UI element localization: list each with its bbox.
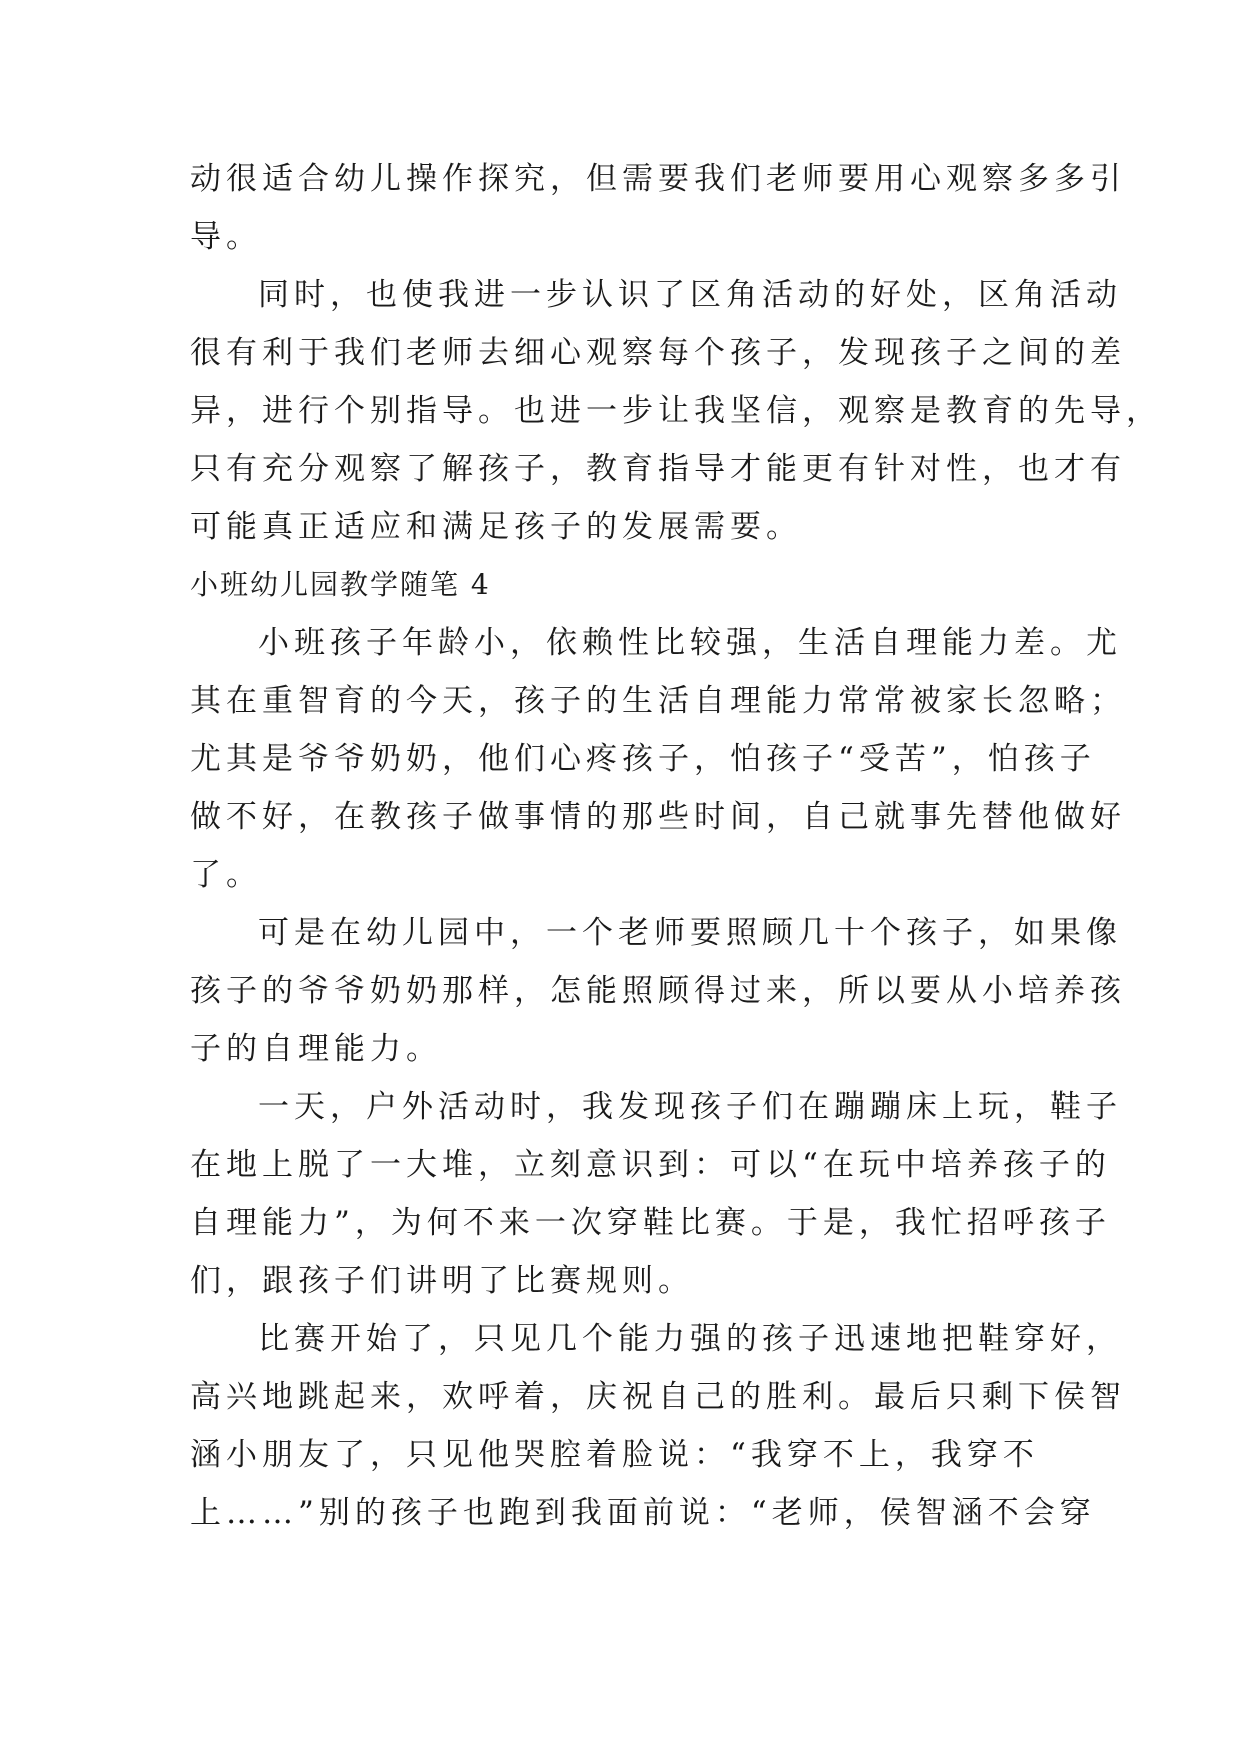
text-line: 动很适合幼儿操作探究，但需要我们老师要用心观察多多引 — [190, 161, 1126, 197]
text-line: 子的自理能力。 — [190, 1031, 442, 1067]
paragraph-start-line: 同时，也使我进一步认识了区角活动的好处，区角活动 — [258, 277, 1122, 313]
document-page — [190, 150, 1162, 1542]
paragraph-start-line: 可是在幼儿园中，一个老师要照顾几十个孩子，如果像 — [258, 915, 1122, 951]
text-line: 了。 — [190, 857, 262, 893]
text-line: 做不好，在教孩子做事情的那些时间，自己就事先替他做好 — [190, 799, 1126, 835]
text-line: 只有充分观察了解孩子，教育指导才能更有针对性，也才有 — [190, 451, 1126, 487]
section-heading: 小班幼儿园教学随笔 4 — [190, 568, 491, 601]
text-line: 孩子的爷爷奶奶那样，怎能照顾得过来，所以要从小培养孩 — [190, 973, 1126, 1009]
text-line: 自理能力”，为何不来一次穿鞋比赛。于是，我忙招呼孩子 — [190, 1205, 1111, 1241]
text-line: 们，跟孩子们讲明了比赛规则。 — [190, 1263, 694, 1299]
text-line: 高兴地跳起来，欢呼着，庆祝自己的胜利。最后只剩下侯智 — [190, 1379, 1126, 1415]
text-line: 可能真正适应和满足孩子的发展需要。 — [190, 509, 802, 545]
paragraph-start-line: 一天，户外活动时，我发现孩子们在蹦蹦床上玩，鞋子 — [258, 1089, 1122, 1125]
text-line: 导。 — [190, 219, 262, 255]
paragraph-start-line: 比赛开始了，只见几个能力强的孩子迅速地把鞋穿好， — [258, 1321, 1122, 1357]
text-line: 异，进行个别指导。也进一步让我坚信，观察是教育的先导， — [190, 393, 1162, 429]
text-line: 上……”别的孩子也跑到我面前说：“老师，侯智涵不会穿 — [190, 1495, 1096, 1531]
text-line: 涵小朋友了，只见他哭腔着脸说：“我穿不上，我穿不 — [190, 1437, 1039, 1473]
text-line: 很有利于我们老师去细心观察每个孩子，发现孩子之间的差 — [190, 335, 1126, 371]
text-line: 其在重智育的今天，孩子的生活自理能力常常被家长忽略； — [190, 683, 1126, 719]
text-line: 在地上脱了一大堆，立刻意识到：可以“在玩中培养孩子的 — [190, 1147, 1111, 1183]
paragraph-start-line: 小班孩子年龄小，依赖性比较强，生活自理能力差。尤 — [258, 625, 1122, 661]
text-line: 尤其是爷爷奶奶，他们心疼孩子，怕孩子“受苦”，怕孩子 — [190, 741, 1096, 777]
